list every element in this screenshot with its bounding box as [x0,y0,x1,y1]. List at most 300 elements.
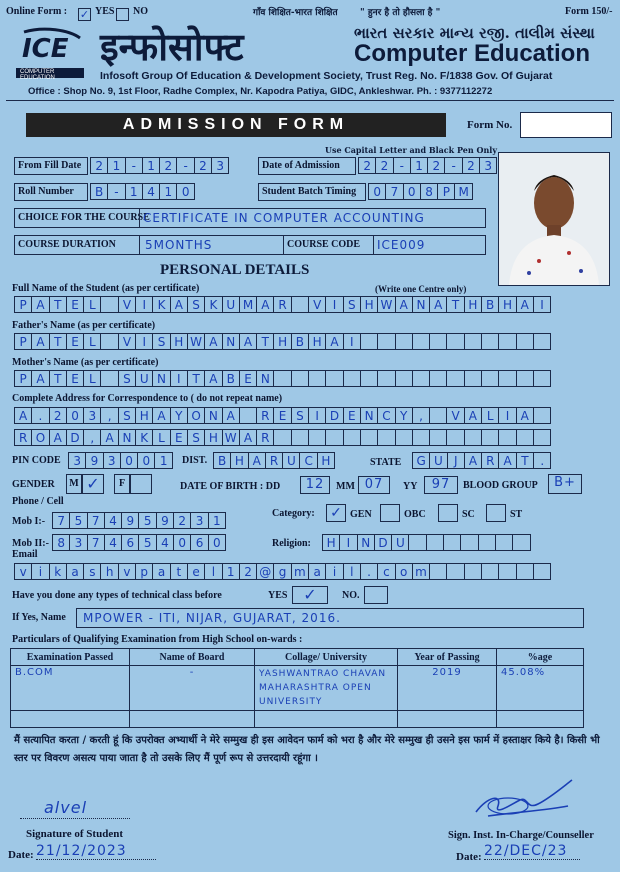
char-cell[interactable]: 3 [479,157,497,174]
char-cell[interactable] [429,333,447,350]
char-cell[interactable] [464,563,482,580]
char-cell[interactable]: 4 [156,534,174,551]
char-cell[interactable]: D [325,407,343,424]
char-cell[interactable]: I [170,370,188,387]
char-cell[interactable]: R [265,452,283,469]
address-line-1-cells[interactable] [14,407,550,424]
char-cell[interactable]: - [125,157,143,174]
char-cell[interactable] [100,333,118,350]
char-cell[interactable] [464,429,482,446]
char-cell[interactable]: K [204,296,222,313]
char-cell[interactable]: 5 [138,512,156,529]
char-cell[interactable]: , [412,407,430,424]
char-cell[interactable] [291,429,309,446]
char-cell[interactable]: V [446,407,464,424]
char-cell[interactable]: 1 [222,563,240,580]
char-cell[interactable]: A [498,452,516,469]
char-cell[interactable]: 9 [85,452,103,469]
char-cell[interactable]: A [239,429,257,446]
exam-cell[interactable] [130,711,255,728]
char-cell[interactable] [412,370,430,387]
exam-cell[interactable]: B.COM [11,666,130,711]
char-cell[interactable]: 0 [173,534,191,551]
online-yes-checkbox[interactable]: ✓ [79,8,90,21]
char-cell[interactable]: m [291,563,309,580]
char-cell[interactable]: E [273,407,291,424]
batch-timing-cells[interactable] [368,183,472,200]
char-cell[interactable]: S [187,429,205,446]
char-cell[interactable] [377,429,395,446]
char-cell[interactable] [533,429,551,446]
char-cell[interactable]: B [291,333,309,350]
char-cell[interactable] [481,333,499,350]
char-cell[interactable]: S [118,407,136,424]
char-cell[interactable]: L [83,296,101,313]
char-cell[interactable]: 2 [239,563,257,580]
char-cell[interactable]: D [374,534,392,551]
dob-mm[interactable]: 07 [358,476,390,494]
char-cell[interactable]: . [533,452,551,469]
char-cell[interactable] [377,333,395,350]
char-cell[interactable]: A [170,296,188,313]
exam-cell[interactable]: 45.08% [497,666,584,711]
char-cell[interactable]: T [49,296,67,313]
char-cell[interactable]: 2 [173,512,191,529]
char-cell[interactable] [429,370,447,387]
char-cell[interactable]: R [256,429,274,446]
char-cell[interactable] [100,296,118,313]
char-cell[interactable]: 5 [138,534,156,551]
tech-no-checkbox[interactable] [364,586,388,604]
char-cell[interactable]: W [187,333,205,350]
char-cell[interactable]: N [360,407,378,424]
char-cell[interactable]: A [31,370,49,387]
char-cell[interactable] [533,333,551,350]
state-cells[interactable] [412,452,550,469]
char-cell[interactable]: m [412,563,430,580]
char-cell[interactable]: W [222,429,240,446]
char-cell[interactable]: B [222,370,240,387]
char-cell[interactable] [498,370,516,387]
char-cell[interactable]: S [187,296,205,313]
char-cell[interactable]: @ [256,563,274,580]
char-cell[interactable] [464,370,482,387]
char-cell[interactable]: E [66,296,84,313]
char-cell[interactable]: 5 [69,512,87,529]
char-cell[interactable]: A [31,333,49,350]
char-cell[interactable]: U [135,370,153,387]
char-cell[interactable]: D [66,429,84,446]
char-cell[interactable]: A [49,429,67,446]
mob1-cells[interactable] [52,512,225,529]
char-cell[interactable] [495,534,513,551]
char-cell[interactable] [308,370,326,387]
char-cell[interactable]: H [135,407,153,424]
form-no-field[interactable] [520,112,612,138]
char-cell[interactable] [446,333,464,350]
char-cell[interactable]: 2 [49,407,67,424]
char-cell[interactable]: A [14,407,32,424]
char-cell[interactable] [291,296,309,313]
char-cell[interactable]: A [464,452,482,469]
char-cell[interactable] [429,407,447,424]
char-cell[interactable]: N [412,296,430,313]
char-cell[interactable] [273,370,291,387]
char-cell[interactable]: H [230,452,248,469]
char-cell[interactable] [512,534,530,551]
char-cell[interactable]: P [14,296,32,313]
char-cell[interactable]: A [256,296,274,313]
religion-cells[interactable] [322,534,530,551]
char-cell[interactable]: 7 [87,512,105,529]
code-value[interactable]: ICE009 [377,238,426,252]
char-cell[interactable]: 1 [410,157,428,174]
char-cell[interactable]: A [248,452,266,469]
char-cell[interactable]: 1 [142,157,160,174]
char-cell[interactable]: E [170,429,188,446]
char-cell[interactable]: s [83,563,101,580]
char-cell[interactable]: C [299,452,317,469]
char-cell[interactable]: U [222,296,240,313]
char-cell[interactable] [460,534,478,551]
sc-checkbox[interactable] [438,504,458,522]
dob-yy[interactable]: 97 [424,476,458,494]
char-cell[interactable]: 6 [190,534,208,551]
char-cell[interactable]: I [325,296,343,313]
char-cell[interactable]: c [377,563,395,580]
char-cell[interactable]: H [464,296,482,313]
char-cell[interactable]: S [118,370,136,387]
char-cell[interactable]: C [377,407,395,424]
char-cell[interactable] [429,429,447,446]
char-cell[interactable]: A [152,407,170,424]
char-cell[interactable]: k [49,563,67,580]
char-cell[interactable]: 3 [68,452,86,469]
char-cell[interactable]: H [360,296,378,313]
char-cell[interactable]: 4 [142,183,160,200]
roll-number-cells[interactable] [90,183,194,200]
char-cell[interactable] [360,333,378,350]
exam-cell[interactable]: 2019 [398,666,497,711]
char-cell[interactable] [100,370,118,387]
char-cell[interactable]: I [308,407,326,424]
char-cell[interactable]: A [516,296,534,313]
char-cell[interactable] [360,370,378,387]
char-cell[interactable] [325,429,343,446]
char-cell[interactable] [325,370,343,387]
char-cell[interactable] [446,429,464,446]
char-cell[interactable]: 0 [66,407,84,424]
char-cell[interactable]: 1 [154,452,172,469]
char-cell[interactable]: E [66,333,84,350]
char-cell[interactable]: H [308,333,326,350]
char-cell[interactable]: 3 [211,157,229,174]
char-cell[interactable] [481,429,499,446]
char-cell[interactable]: B [481,296,499,313]
date-of-admission-cells[interactable] [358,157,496,174]
char-cell[interactable]: A [239,333,257,350]
char-cell[interactable]: 2 [427,157,445,174]
char-cell[interactable]: P [14,333,32,350]
email-cells[interactable] [14,563,550,580]
char-cell[interactable]: h [100,563,118,580]
char-cell[interactable] [516,333,534,350]
char-cell[interactable]: M [239,296,257,313]
char-cell[interactable]: S [152,333,170,350]
char-cell[interactable]: A [100,429,118,446]
char-cell[interactable]: O [31,429,49,446]
char-cell[interactable] [395,333,413,350]
char-cell[interactable]: 3 [83,407,101,424]
char-cell[interactable]: I [533,296,551,313]
char-cell[interactable]: T [49,370,67,387]
char-cell[interactable]: N [204,407,222,424]
char-cell[interactable]: A [204,333,222,350]
male-checkbox[interactable]: ✓ [82,474,104,494]
char-cell[interactable]: 0 [176,183,194,200]
char-cell[interactable]: . [360,563,378,580]
char-cell[interactable]: S [291,407,309,424]
char-cell[interactable]: T [187,370,205,387]
char-cell[interactable]: i [325,563,343,580]
char-cell[interactable] [412,429,430,446]
char-cell[interactable]: K [152,296,170,313]
char-cell[interactable]: t [170,563,188,580]
char-cell[interactable] [498,429,516,446]
char-cell[interactable]: A [325,333,343,350]
student-date[interactable]: 21/12/2023 [36,843,156,860]
exam-cell[interactable]: - [130,666,255,711]
char-cell[interactable]: 9 [121,512,139,529]
char-cell[interactable] [429,563,447,580]
char-cell[interactable] [343,429,361,446]
char-cell[interactable]: I [343,333,361,350]
choice-value[interactable]: CERTIFICATE IN COMPUTER ACCOUNTING [143,211,425,225]
char-cell[interactable]: 9 [156,512,174,529]
char-cell[interactable]: L [152,429,170,446]
char-cell[interactable]: Y [395,407,413,424]
char-cell[interactable] [516,563,534,580]
char-cell[interactable]: V [118,333,136,350]
char-cell[interactable]: B [90,183,108,200]
char-cell[interactable]: 4 [104,534,122,551]
exam-cell[interactable] [497,711,584,728]
female-checkbox[interactable] [130,474,152,494]
char-cell[interactable]: 1 [125,183,143,200]
char-cell[interactable]: S [343,296,361,313]
char-cell[interactable]: i [31,563,49,580]
char-cell[interactable]: 2 [194,157,212,174]
char-cell[interactable]: g [273,563,291,580]
father-name-cells[interactable] [14,333,550,350]
char-cell[interactable]: L [481,407,499,424]
dob-dd[interactable]: 12 [300,476,330,494]
char-cell[interactable]: , [83,429,101,446]
char-cell[interactable] [481,563,499,580]
char-cell[interactable]: e [187,563,205,580]
char-cell[interactable] [443,534,461,551]
char-cell[interactable]: 0 [208,534,226,551]
char-cell[interactable] [516,370,534,387]
char-cell[interactable]: 2 [159,157,177,174]
char-cell[interactable] [395,370,413,387]
char-cell[interactable]: T [256,333,274,350]
char-cell[interactable]: 7 [52,512,70,529]
tech-yes-checkbox[interactable]: ✓ [292,586,328,604]
char-cell[interactable]: p [135,563,153,580]
char-cell[interactable]: - [393,157,411,174]
char-cell[interactable]: A [395,296,413,313]
char-cell[interactable]: M [454,183,472,200]
char-cell[interactable]: 0 [368,183,386,200]
char-cell[interactable]: H [170,333,188,350]
char-cell[interactable]: A [204,370,222,387]
char-cell[interactable]: T [49,333,67,350]
char-cell[interactable]: 8 [420,183,438,200]
char-cell[interactable]: H [273,333,291,350]
char-cell[interactable]: 4 [104,512,122,529]
from-fill-date-cells[interactable] [90,157,228,174]
char-cell[interactable] [533,370,551,387]
char-cell[interactable]: R [481,452,499,469]
char-cell[interactable]: E [239,370,257,387]
char-cell[interactable]: 7 [87,534,105,551]
char-cell[interactable]: L [83,333,101,350]
char-cell[interactable]: - [107,183,125,200]
char-cell[interactable]: A [429,296,447,313]
char-cell[interactable]: B [213,452,231,469]
pin-cells[interactable] [68,452,172,469]
char-cell[interactable]: l [343,563,361,580]
char-cell[interactable]: A [464,407,482,424]
char-cell[interactable]: 2 [90,157,108,174]
char-cell[interactable]: V [308,296,326,313]
institute-date[interactable]: 22/DEC/23 [484,843,580,860]
char-cell[interactable]: E [343,407,361,424]
char-cell[interactable]: 3 [69,534,87,551]
char-cell[interactable]: H [317,452,335,469]
char-cell[interactable]: v [14,563,32,580]
char-cell[interactable]: N [118,429,136,446]
char-cell[interactable] [239,407,257,424]
char-cell[interactable] [377,370,395,387]
mob2-cells[interactable] [52,534,225,551]
dist-cells[interactable] [213,452,334,469]
char-cell[interactable]: 1 [208,512,226,529]
blood-group-value[interactable]: B+ [548,474,582,494]
gen-checkbox[interactable]: ✓ [326,504,346,522]
char-cell[interactable]: E [66,370,84,387]
exam-cell[interactable] [398,711,497,728]
char-cell[interactable]: 1 [107,157,125,174]
char-cell[interactable]: 0 [137,452,155,469]
duration-value[interactable]: 5MONTHS [145,238,213,252]
char-cell[interactable]: , [100,407,118,424]
if-yes-value[interactable]: MPOWER - ITI, NIJAR, GUJARAT, 2016. [76,608,584,628]
char-cell[interactable]: 6 [121,534,139,551]
char-cell[interactable]: 2 [375,157,393,174]
char-cell[interactable]: A [516,407,534,424]
char-cell[interactable]: L [83,370,101,387]
char-cell[interactable]: 7 [385,183,403,200]
char-cell[interactable]: P [14,370,32,387]
char-cell[interactable]: H [204,429,222,446]
exam-cell[interactable] [255,711,398,728]
char-cell[interactable]: o [395,563,413,580]
char-cell[interactable]: I [498,407,516,424]
char-cell[interactable] [360,429,378,446]
char-cell[interactable] [464,333,482,350]
char-cell[interactable]: Y [170,407,188,424]
exam-cell[interactable] [11,711,130,728]
char-cell[interactable]: I [339,534,357,551]
char-cell[interactable]: 3 [190,512,208,529]
char-cell[interactable]: N [152,370,170,387]
char-cell[interactable] [446,563,464,580]
char-cell[interactable]: a [308,563,326,580]
char-cell[interactable] [426,534,444,551]
char-cell[interactable]: G [412,452,430,469]
char-cell[interactable]: R [256,407,274,424]
char-cell[interactable] [408,534,426,551]
st-checkbox[interactable] [486,504,506,522]
char-cell[interactable]: W [377,296,395,313]
char-cell[interactable] [533,407,551,424]
char-cell[interactable] [498,333,516,350]
char-cell[interactable]: H [322,534,340,551]
char-cell[interactable]: P [437,183,455,200]
char-cell[interactable]: O [187,407,205,424]
char-cell[interactable]: J [447,452,465,469]
exam-cell[interactable]: YASHWANTRAO CHAVAN MAHARASHTRA OPEN UNIVERSITY [255,666,398,711]
char-cell[interactable] [395,429,413,446]
char-cell[interactable]: N [256,370,274,387]
char-cell[interactable]: T [516,452,534,469]
char-cell[interactable] [308,429,326,446]
obc-checkbox[interactable] [380,504,400,522]
char-cell[interactable] [481,370,499,387]
char-cell[interactable]: U [429,452,447,469]
char-cell[interactable] [498,563,516,580]
char-cell[interactable]: A [31,296,49,313]
char-cell[interactable]: I [135,333,153,350]
char-cell[interactable]: 8 [52,534,70,551]
char-cell[interactable]: 2 [358,157,376,174]
char-cell[interactable]: T [446,296,464,313]
char-cell[interactable]: 1 [159,183,177,200]
char-cell[interactable]: a [152,563,170,580]
char-cell[interactable]: 0 [120,452,138,469]
char-cell[interactable]: . [31,407,49,424]
char-cell[interactable] [412,333,430,350]
char-cell[interactable] [446,370,464,387]
char-cell[interactable]: R [14,429,32,446]
char-cell[interactable]: l [204,563,222,580]
char-cell[interactable]: V [118,296,136,313]
char-cell[interactable] [533,563,551,580]
char-cell[interactable]: N [357,534,375,551]
mother-name-cells[interactable] [14,370,550,387]
char-cell[interactable] [478,534,496,551]
char-cell[interactable]: A [222,407,240,424]
char-cell[interactable] [516,429,534,446]
char-cell[interactable]: a [66,563,84,580]
char-cell[interactable]: U [391,534,409,551]
char-cell[interactable]: I [135,296,153,313]
address-line-2-cells[interactable] [14,429,550,446]
char-cell[interactable]: N [222,333,240,350]
char-cell[interactable] [273,429,291,446]
